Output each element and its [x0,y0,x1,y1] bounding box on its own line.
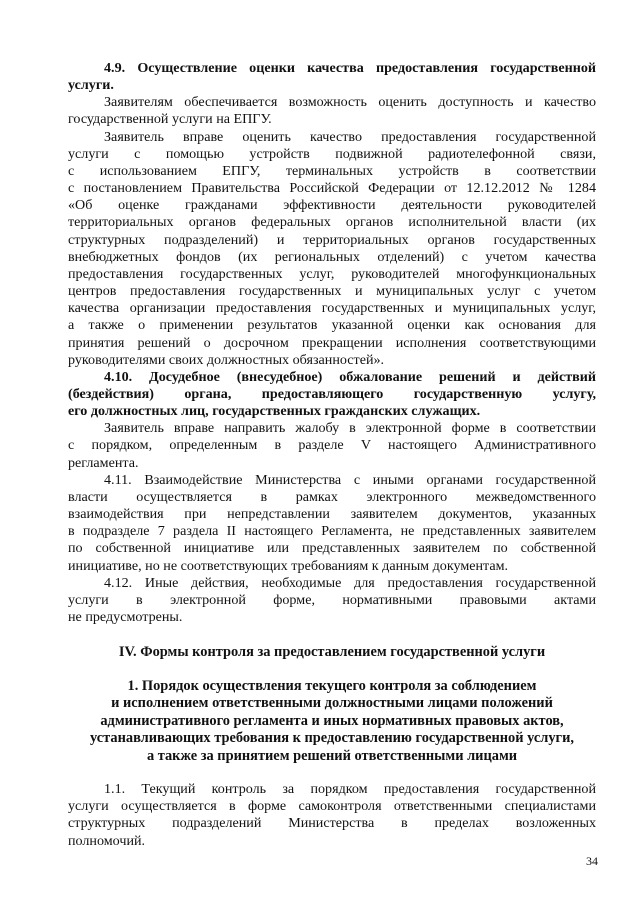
heading-line: 1. Порядок осуществления текущего контроля за соблюдением [127,677,537,694]
text-line: услуги осуществляется в форме самоконтроля ответственными специалистами [68,798,596,815]
text-line: Заявитель вправе оценить качество предоставления государственной [104,128,596,145]
heading-line: 4.9. Осуществление оценки качества предоставления государственной [104,60,596,76]
section-4-10-heading [68,369,596,420]
text-line: 1.1. Текущий контроль за порядком предоставления государственной [104,781,596,798]
text-line: руководителями своих должностных обязанностей». [68,351,385,368]
text-line: 4.12. Иные действия, необходимые для предоставления государственной [104,574,596,591]
paragraph [68,420,596,471]
paragraph [68,472,596,575]
text-line: территориальных органов федеральных органов исполнительной власти (их [68,214,596,231]
text-line: внебюджетных фондов (их региональных отделений) с учетом качества [68,248,596,265]
paragraph [68,94,596,128]
section-iv-title: IV. Формы контроля за предоставлением государственной услуги [118,644,546,661]
heading-line: и исполнением ответственными должностными лицами положений [111,695,553,712]
text-line: структурных подразделений Министерства в пределах возложенных [68,815,596,832]
page-number: 34 [586,854,598,868]
heading-line: 4.10. Досудебное (внесудебное) обжалование решений и действий [104,368,596,385]
paragraph [68,781,596,850]
text-line: Заявителям обеспечивается возможность оценить доступность и качество [104,94,596,111]
text-line: полномочий. [68,832,146,849]
section-4-9-heading [68,60,596,94]
text-line: «Об оценке гражданами эффективности деятельности руководителей [68,197,596,214]
page-body [68,60,596,850]
heading-line: а также за принятием решений ответственными лицами [146,747,518,764]
paragraph [68,129,596,369]
text-line: государственной услуги на ЕПГУ. [68,111,272,128]
text-line: предоставления государственных услуг, руководителей многофункциональных [68,265,596,282]
text-line: не предусмотрены. [68,609,183,625]
spacer [68,662,596,678]
text-line: качества организации предоставления государственных и муниципальных услуг, [68,300,596,317]
heading-line: услуги. [68,77,114,94]
text-line: Заявитель вправе направить жалобу в электронной форме в соответствии [104,420,596,437]
heading-line: его должностных лиц, государственных гражданских служащих. [68,403,481,420]
text-line: 4.11. Взаимодействие Министерства с иными органами государственной [104,471,596,488]
text-line: услуги с помощью устройств подвижной радиотелефонной связи, [68,145,596,162]
text-line: структурных подразделений) и территориальных органов государственных [68,231,596,248]
spacer [68,765,596,781]
text-line: услуги в электронной форме, нормативными правовыми актами [68,591,596,608]
text-line: взаимодействия при непредставлении заявителем документов, указанных [68,506,596,523]
heading-line: административного регламента и иных нормативных правовых актов, [100,712,564,729]
text-line: инициативе, но не соответствующих требованиям к данным документам. [68,557,509,574]
text-line: принятия решений о досрочном прекращении исполнения соответствующими [68,334,596,351]
text-line: регламента. [68,454,139,471]
text-line: с порядком, определенным в разделе V настоящего Административного [68,437,596,454]
heading-line: устанавливающих требования к предоставлению государственной услуги, [90,730,574,747]
text-line: а также о применении результатов указанной оценки как основания для [68,317,596,334]
section-iv-subheading [68,678,596,766]
text-line: с постановлением Правительства Российской Федерации от 12.12.2012 № 1284 [68,180,596,197]
text-line: с использованием ЕПГУ, терминальных устройств в соответствии [68,162,596,179]
text-line: в подразделе 7 раздела II настоящего Регламента, не представленных заявителем [68,523,596,540]
text-line: центров предоставления государственных и муниципальных услуг с учетом [68,283,596,300]
paragraph [68,575,596,626]
spacer [68,626,596,644]
heading-line: (бездействия) органа, предоставляющего государственную услугу, [68,385,596,402]
text-line: власти осуществляется в рамках электронного межведомственного [68,488,596,505]
text-line: по собственной инициативе или представленных заявителем по собственной [68,540,596,557]
